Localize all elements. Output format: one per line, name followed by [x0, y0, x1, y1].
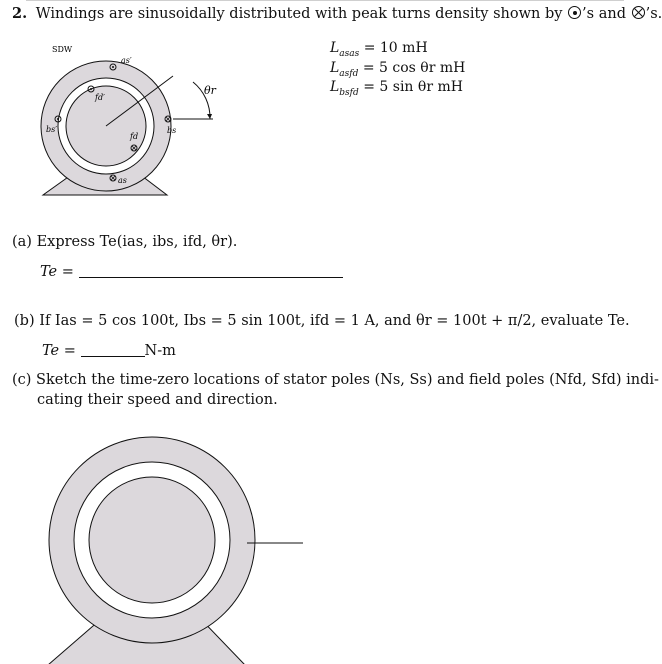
part-a-label: (a) [12, 234, 32, 250]
inductance-asas: $L_{asas} = 10$ mH [330, 40, 428, 59]
label-bs: bs [167, 126, 177, 135]
part-c-line2: cating their speed and direction. [37, 392, 278, 408]
part-a-question [12, 234, 237, 250]
label-bs-prime: bs′ [46, 125, 58, 134]
statement-start: Windings are sinusoidally distributed with peak turns density shown by [35, 6, 563, 22]
part-b-answer [42, 343, 176, 359]
part-b-question [14, 313, 630, 329]
inductance-bsfd: $L_{bsfd} = 5$ sin θr mH [330, 79, 463, 98]
part-b-text: If Ias = 5 cos 100t, Ibs = 5 sin 100t, ifd = 1 A, and θr = 100t + π/2, evaluate Te. [39, 313, 630, 329]
label-as: as [118, 176, 127, 185]
part-b-unit: N-m [144, 343, 176, 359]
machine-diagram-top [30, 38, 240, 208]
part-a-answer [40, 264, 343, 280]
theta-arrow-icon [207, 114, 212, 119]
label-fd-prime: fd′ [95, 93, 105, 102]
part-c-question [12, 372, 659, 388]
label-theta-r: θr [204, 84, 216, 97]
part-c-question-cont [37, 392, 278, 408]
part-c-label: (c) [12, 372, 32, 388]
label-as-prime: as′ [121, 56, 132, 65]
problem-number: 2. [12, 5, 28, 22]
statement-end: ’s. [645, 6, 662, 22]
part-a-lhs: Te = [40, 264, 74, 280]
part-b-label: (b) [14, 313, 35, 329]
top-rule [26, 0, 624, 1]
part-a-text: Express Te(ias, ibs, ifd, θr). [36, 234, 238, 250]
inductance-asfd: $L_{asfd} = 5$ cos θr mH [330, 60, 466, 79]
part-b-lhs: Te = [42, 343, 76, 359]
machine-sketch-bottom [40, 425, 320, 664]
rotor-large [89, 477, 215, 603]
problem-statement [12, 5, 662, 22]
part-b-blank[interactable] [81, 356, 145, 357]
statement-middle: ’s and [582, 6, 626, 22]
label-fd: fd [130, 132, 139, 141]
dot-symbol-icon [568, 6, 581, 19]
cross-symbol-icon [632, 6, 645, 19]
sdw-tag: SDW [52, 45, 73, 54]
part-c-line1: Sketch the time-zero locations of stator poles (Ns, Ss) and field poles (Nfd, Sfd) indi- [36, 372, 659, 388]
part-a-blank[interactable] [79, 277, 343, 278]
